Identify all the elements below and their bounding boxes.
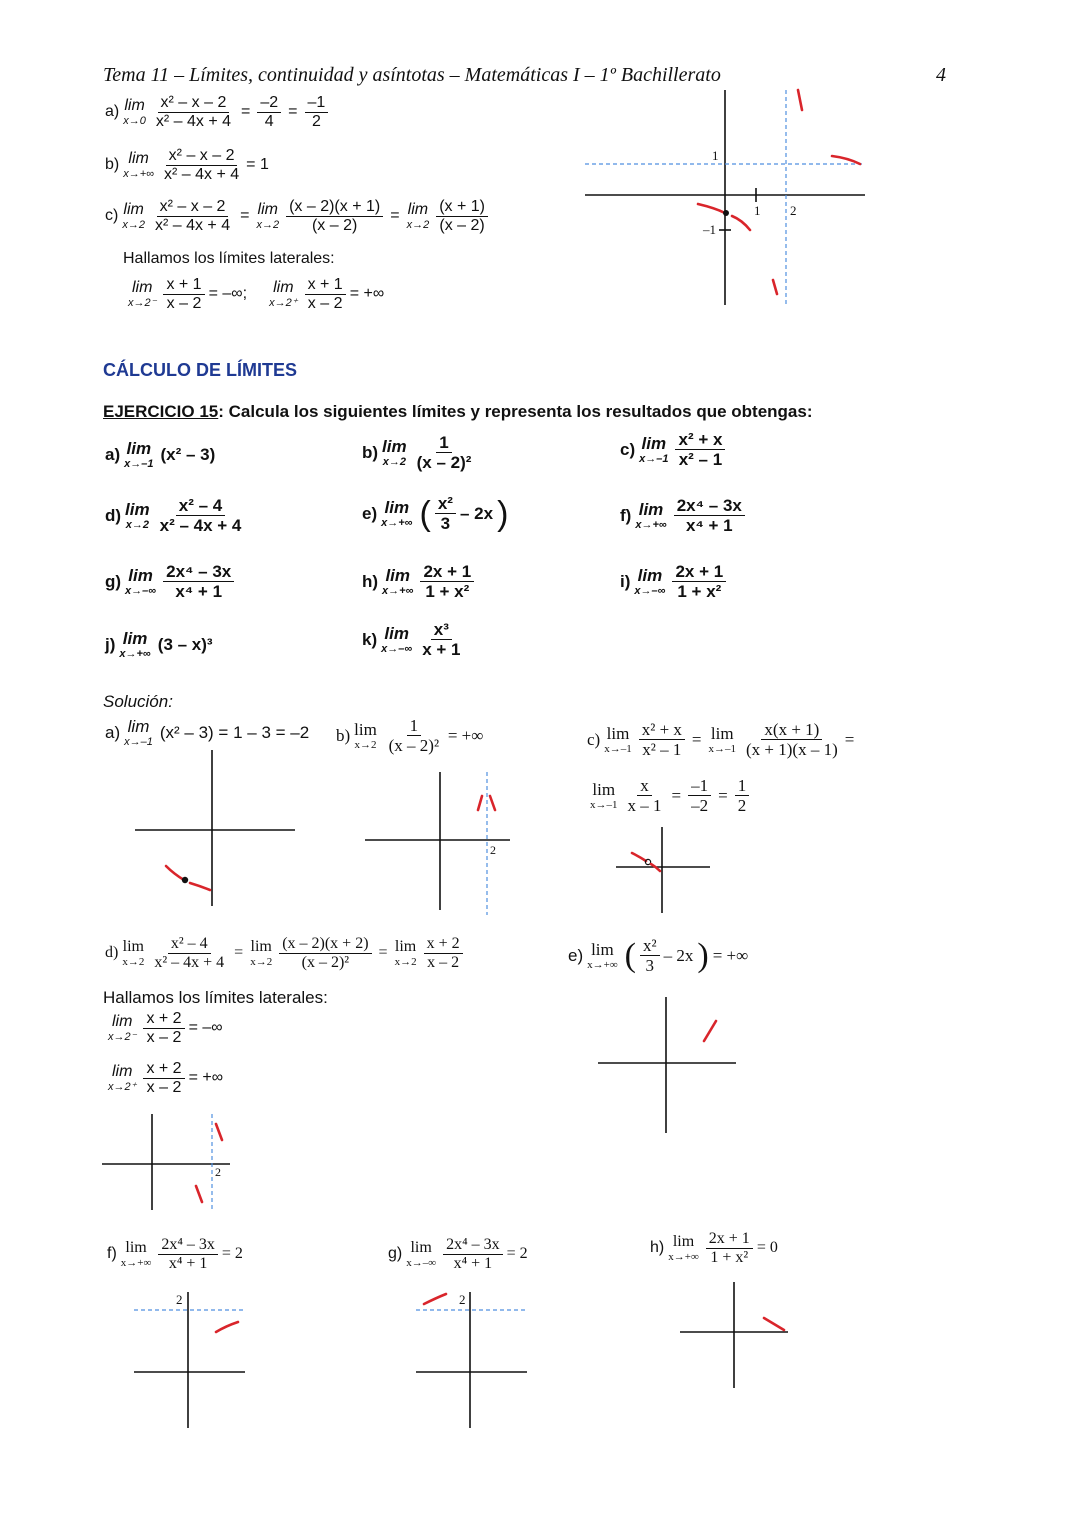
- result: = –∞;: [208, 285, 248, 303]
- lim-word: lim: [122, 629, 148, 648]
- denominator: (x – 2): [439, 216, 485, 234]
- lim-word: lim: [410, 1238, 432, 1256]
- solution-item-d: d) lim x→2 $\frac{\text{x² – 4}}{\text{x² – 4x + 4}}$ = lim x→2 $\frac{(x - 2)(x + 2)}{\text{(x – 2)²}}$ = lim x→2 $\frac{x + 2}{x - 2}$: [105, 935, 463, 972]
- item-label: c): [587, 729, 601, 749]
- expression-tail: =: [844, 729, 855, 749]
- denominator: (x – 2): [311, 216, 358, 234]
- lim-sub: x→2⁺: [108, 1080, 137, 1093]
- denominator: x⁴ + 1: [168, 1254, 208, 1272]
- numerator: x² – 4: [176, 496, 225, 516]
- exercise-item-f: [620, 496, 745, 535]
- numerator: x + 1: [163, 276, 204, 295]
- item-label: d): [105, 505, 122, 525]
- result: = +∞: [447, 725, 484, 745]
- expression-tail: – 2x: [663, 945, 694, 965]
- solution-d-lateral-heading: Hallamos los límites laterales:: [103, 988, 328, 1007]
- denominator: x – 2: [166, 294, 202, 312]
- item-label: h): [650, 1239, 665, 1257]
- lim-sub: x→–1: [604, 742, 632, 755]
- page-number: 4: [936, 64, 946, 86]
- branch-right-up: [490, 796, 495, 810]
- item-label: g): [388, 1245, 403, 1263]
- expression: (x² – 3): [160, 445, 216, 464]
- lim-word: lim: [672, 1232, 695, 1250]
- page-header-title: Tema 11 – Límites, continuidad y asíntotas – Matemáticas I – 1º Bachillerato: [103, 64, 721, 86]
- lim-word: lim: [591, 939, 614, 959]
- item-label: c): [105, 207, 119, 225]
- lim-word: lim: [394, 937, 417, 955]
- exercise-item-e: e) lim x→+∞ ( $\frac{\text{x²}}{3}$ – 2x ): [362, 494, 509, 534]
- numerator: x²: [640, 936, 660, 956]
- lim-sub: x→+∞: [123, 167, 154, 180]
- hole-point: [182, 877, 188, 883]
- numerator: 2x⁴ – 3x: [674, 496, 745, 516]
- lim-sub: x→–1: [708, 742, 736, 755]
- denominator: (x – 2)²: [416, 453, 472, 473]
- denominator: x² – 4x + 4: [159, 516, 242, 536]
- exercise-item-h: [362, 562, 474, 601]
- lim-word: lim: [354, 719, 377, 739]
- denominator: 1 + x²: [425, 582, 470, 602]
- solution-item-h: [650, 1230, 778, 1267]
- graph-label-one-x: 1: [754, 203, 761, 218]
- solution-graph-f: [130, 1290, 250, 1430]
- numerator: 2x + 1: [706, 1230, 753, 1249]
- denominator: x + 1: [422, 640, 461, 660]
- denominator: 1 + x²: [710, 1248, 749, 1266]
- denominator: –2: [691, 796, 709, 816]
- item-label: a): [105, 103, 120, 121]
- exercise-item-g: [105, 562, 234, 601]
- branch-right: [190, 883, 210, 890]
- denominator: x – 2: [146, 1078, 182, 1096]
- branch-left-up: [478, 796, 482, 810]
- numerator: x + 2: [143, 1010, 184, 1029]
- expression-tail: – 2x: [459, 503, 494, 523]
- result: = 2: [506, 1245, 528, 1263]
- prev-item-a: a) lim x→0 $\frac{\text{x² – x – 2}}{\text{x² – 4x + 4}}$ = $\frac{-2}{4}$ = $\frac{-1}{2}$: [105, 94, 328, 131]
- lim-word: lim: [250, 937, 272, 955]
- lim-word: lim: [384, 497, 410, 517]
- lateral-limits-heading: Hallamos los límites laterales:: [123, 250, 335, 267]
- hole-point: [723, 210, 729, 216]
- numerator: (x – 2)(x + 2): [279, 935, 371, 954]
- lim-sub: x→+∞: [635, 518, 667, 531]
- lim-word: lim: [592, 779, 616, 799]
- branch-left: [632, 853, 646, 861]
- lim-word: lim: [112, 1012, 133, 1030]
- result: = +∞: [712, 945, 749, 965]
- result: = 0: [756, 1239, 778, 1257]
- lim-sub: x→+∞: [587, 958, 618, 971]
- graph-label-two: 2: [215, 1165, 221, 1179]
- lim-sub: x→2: [125, 518, 149, 531]
- solution-graph-a: [130, 748, 300, 908]
- lim-word: lim: [112, 1062, 133, 1080]
- lim-word: lim: [125, 499, 150, 519]
- graph-label-two: 2: [176, 1292, 183, 1307]
- lim-sub: x→2⁻: [128, 296, 157, 309]
- numerator: x² – 4: [168, 935, 211, 954]
- expression: (x² – 3) = 1 – 3 = –2: [159, 723, 310, 742]
- lim-sub: x→2: [250, 955, 273, 968]
- denominator: 3: [645, 956, 655, 976]
- prev-item-b: [105, 147, 269, 184]
- denominator: x – 1: [627, 796, 662, 816]
- lim-word: lim: [384, 623, 409, 643]
- graph-label-minus-one: –1: [703, 222, 716, 237]
- denominator: x⁴ + 1: [453, 1254, 493, 1272]
- solution-d-lateral-left: [108, 1010, 223, 1047]
- result: = 2: [221, 1245, 243, 1263]
- solution-item-a: [105, 718, 309, 748]
- lim-word: lim: [606, 723, 630, 743]
- branch-left: [698, 204, 725, 213]
- exercise-item-d: [105, 496, 244, 535]
- lim-word: lim: [273, 278, 294, 296]
- lim-word: lim: [641, 433, 667, 453]
- numerator: –1: [305, 94, 329, 113]
- branch-right: [216, 1322, 238, 1332]
- item-label: g): [105, 571, 122, 591]
- denominator: x⁴ + 1: [175, 582, 223, 602]
- lim-word: lim: [132, 278, 153, 296]
- denominator: x – 2: [146, 1028, 182, 1046]
- exercise-item-a: [105, 440, 215, 470]
- prev-item-c: c) lim x→2 $\frac{\text{x² – x – 2}}{\text{x² – 4x + 4}}$ = lim x→2 $\frac{(x - 2)(x + 1)}{(x - 2)}$ = lim x→2 $\frac{(x + 1)}{(x - 2)}$: [105, 198, 488, 235]
- branch-left: [166, 866, 184, 880]
- exercise-item-k: [362, 620, 464, 659]
- branch-up: [798, 90, 802, 110]
- lim-word: lim: [407, 200, 429, 218]
- exercise-item-c: [620, 430, 725, 469]
- lim-sub: x→2: [394, 955, 417, 968]
- branch-right: [764, 1318, 784, 1330]
- numerator: x² + x: [675, 430, 725, 450]
- exercise-item-j: [105, 630, 213, 660]
- lim-sub: x→–∞: [125, 584, 157, 597]
- lim-sub: x→2: [382, 455, 406, 468]
- numerator: 2x + 1: [420, 562, 474, 582]
- denominator: x² – 4x + 4: [155, 112, 232, 130]
- lim-sub: x→–1: [590, 798, 618, 811]
- item-label: f): [620, 505, 632, 525]
- result: = +∞: [349, 285, 385, 303]
- prev-graph: [580, 80, 880, 310]
- denominator: 3: [440, 514, 451, 534]
- denominator: x² – 4x + 4: [154, 953, 225, 971]
- prev-lateral-limits: [128, 276, 384, 313]
- numerator: 1: [407, 716, 422, 736]
- lim-word: lim: [125, 1238, 147, 1256]
- item-label: k): [362, 629, 378, 649]
- denominator: 2: [311, 112, 321, 130]
- solution-title: Solución:: [103, 692, 173, 711]
- lim-sub: x→–1: [124, 458, 154, 470]
- graph-label-two: 2: [790, 203, 797, 218]
- lim-word: lim: [128, 565, 153, 585]
- lim-sub: x→–∞: [634, 584, 666, 597]
- branch-right-up: [216, 1124, 222, 1140]
- numerator: –2: [257, 94, 281, 113]
- denominator: x² – 1: [642, 740, 682, 760]
- exercise-label: EJERCICIO 15: [103, 402, 219, 421]
- numerator: x + 2: [424, 935, 463, 954]
- numerator: x² – x – 2: [158, 94, 230, 113]
- item-label: a): [105, 723, 121, 742]
- lim-sub: x→2: [122, 955, 145, 968]
- graph-label-one-y: 1: [712, 148, 719, 163]
- lim-sub: x→+∞: [381, 516, 413, 529]
- denominator: x⁴ + 1: [685, 516, 733, 536]
- lim-word: lim: [123, 200, 144, 218]
- branch-up: [704, 1021, 716, 1041]
- numerator: x³: [431, 620, 452, 640]
- lim-word: lim: [126, 439, 152, 458]
- exercise-statement: [103, 402, 813, 422]
- graph-label-two: 2: [490, 843, 496, 857]
- lim-sub: x→+∞: [120, 1256, 152, 1269]
- lim-sub: x→2: [256, 218, 280, 231]
- numerator: 1: [735, 776, 750, 796]
- numerator: (x – 2)(x + 1): [286, 198, 383, 217]
- lim-word: lim: [257, 200, 278, 218]
- numerator: x²: [435, 494, 456, 514]
- numerator: 1: [436, 433, 451, 453]
- numerator: x + 1: [305, 276, 346, 295]
- branch-down: [773, 280, 777, 294]
- item-label: d): [105, 944, 119, 962]
- item-label: a): [105, 445, 121, 464]
- denominator: (x – 2)²: [388, 736, 440, 756]
- result: = 1: [246, 156, 269, 174]
- denominator: (x – 2)²: [301, 953, 350, 971]
- lim-sub: x→2⁻: [108, 1030, 137, 1043]
- lim-word: lim: [124, 96, 145, 114]
- solution-graph-d: [100, 1112, 240, 1212]
- item-label: c): [620, 439, 636, 459]
- denominator: x² – 1: [678, 450, 723, 470]
- branch-down-left: [732, 216, 750, 230]
- solution-item-e: e) lim x→+∞ ( $\frac{\text{x²}}{3}$ – 2x ) = +∞: [568, 936, 749, 976]
- numerator: x: [637, 776, 652, 796]
- result: = –∞: [188, 1019, 223, 1037]
- lim-word: lim: [638, 499, 664, 519]
- solution-graph-c: [612, 825, 712, 915]
- solution-graph-g: [412, 1290, 532, 1430]
- item-label: f): [107, 1245, 117, 1263]
- exercise-item-b: [362, 433, 474, 472]
- lim-sub: x→+∞: [382, 584, 414, 597]
- numerator: x² – x – 2: [157, 198, 229, 217]
- numerator: x² – x – 2: [166, 147, 238, 166]
- section-title: CÁLCULO DE LÍMITES: [103, 360, 297, 380]
- denominator: 1 + x²: [677, 582, 722, 602]
- lim-sub: x→–1: [639, 452, 669, 465]
- lim-word: lim: [127, 717, 150, 736]
- branch-left-down: [196, 1186, 202, 1202]
- expression: (3 – x)³: [157, 635, 213, 654]
- item-label: e): [568, 945, 584, 965]
- lim-sub: x→2: [354, 738, 377, 751]
- solution-item-f: [107, 1236, 243, 1273]
- denominator: 2: [737, 796, 747, 816]
- lim-word: lim: [710, 723, 734, 743]
- solution-d-lateral-right: [108, 1060, 223, 1097]
- denominator: 4: [264, 112, 274, 130]
- item-label: b): [336, 725, 351, 745]
- exercise-text: : Calcula los siguientes límites y representa los resultados que obtengas:: [218, 402, 813, 421]
- item-label: b): [105, 156, 120, 174]
- item-label: i): [620, 571, 631, 591]
- numerator: (x + 1): [436, 198, 488, 217]
- denominator: x² – 4x + 4: [164, 165, 240, 183]
- lim-sub: x→2: [406, 218, 430, 231]
- exercise-item-i: [620, 562, 726, 601]
- result: = +∞: [188, 1069, 224, 1087]
- lim-sub: x→–1: [124, 736, 153, 748]
- lim-sub: x→+∞: [119, 648, 151, 660]
- item-label: b): [362, 442, 379, 462]
- numerator: x(x + 1): [761, 720, 822, 740]
- lim-sub: x→–∞: [381, 642, 413, 655]
- lim-word: lim: [637, 565, 663, 585]
- numerator: 2x⁴ – 3x: [163, 562, 234, 582]
- solution-graph-b: [360, 770, 520, 920]
- graph-label-two: 2: [459, 1292, 466, 1307]
- solution-graph-h: [678, 1280, 793, 1390]
- denominator: x – 2: [427, 953, 460, 971]
- item-label: h): [362, 571, 379, 591]
- lim-word: lim: [382, 436, 407, 456]
- lim-sub: x→–∞: [406, 1256, 437, 1269]
- item-label: e): [362, 503, 378, 523]
- denominator: (x + 1)(x – 1): [746, 740, 838, 760]
- lim-word: lim: [128, 149, 149, 167]
- branch-left: [424, 1294, 446, 1304]
- lim-sub: x→2⁺: [269, 296, 298, 309]
- numerator: x² + x: [639, 720, 685, 740]
- denominator: x – 2: [307, 294, 343, 312]
- lim-sub: x→2: [122, 218, 145, 231]
- solution-item-c: c) lim x→–1 $\frac{\text{x² + x}}{\text{x² – 1}}$ = lim x→–1 $\frac{x(x + 1)}{(x + 1)(x - 1)}$ =: [587, 720, 855, 760]
- lim-word: lim: [385, 565, 411, 585]
- item-label: j): [105, 635, 116, 654]
- numerator: 2x⁴ – 3x: [443, 1236, 503, 1255]
- numerator: 2x⁴ – 3x: [158, 1236, 218, 1255]
- branch-right: [832, 156, 860, 164]
- lim-word: lim: [122, 937, 144, 955]
- solution-item-c-continued: lim x→–1 $\frac{x}{x - 1}$ = $\frac{-1}{-2}$ = $\frac{1}{2}$: [590, 776, 749, 815]
- solution-item-b: [336, 716, 483, 755]
- lim-sub: x→0: [123, 114, 146, 127]
- solution-graph-e: [596, 995, 741, 1135]
- solution-item-g: [388, 1236, 528, 1273]
- numerator: –1: [688, 776, 711, 796]
- lim-sub: x→+∞: [668, 1250, 699, 1263]
- numerator: x + 2: [143, 1060, 184, 1079]
- denominator: x² – 4x + 4: [154, 216, 231, 234]
- numerator: 2x + 1: [672, 562, 726, 582]
